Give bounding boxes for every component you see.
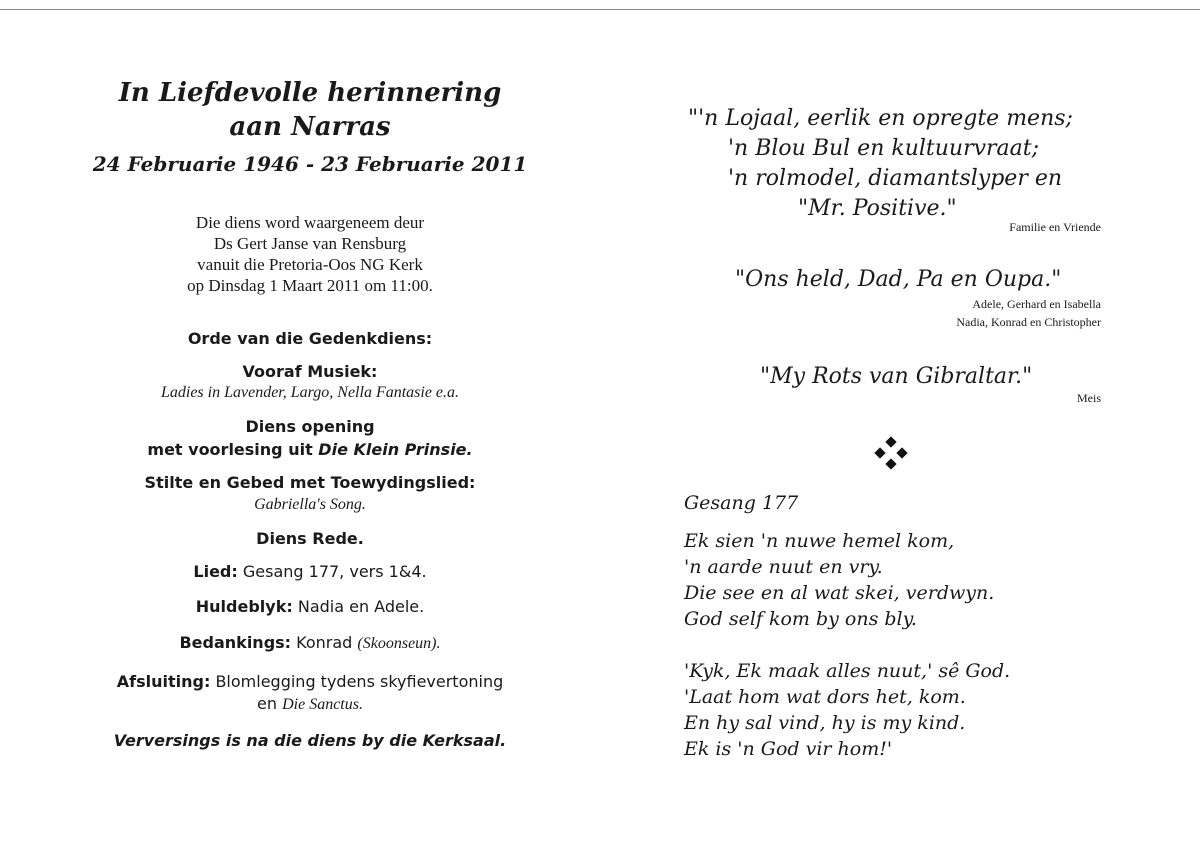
bedank-italic: (Skoonseun). — [357, 635, 441, 652]
verse-line: Ek is 'n God vir hom!' — [684, 738, 893, 760]
verse-line: 'n aarde nuut en vry. — [684, 556, 883, 578]
quote-2: "Ons held, Dad, Pa en Oupa." — [735, 267, 1062, 292]
diamond-ornament-icon — [876, 438, 906, 468]
title-line-2: aan Narras — [229, 112, 391, 142]
top-rule — [0, 9, 1200, 10]
verse-line: Ek sien 'n nuwe hemel kom, — [684, 530, 955, 552]
hymn-verse-1 — [684, 528, 1164, 632]
service-line: op Dinsdag 1 Maart 2011 om 11:00. — [187, 276, 433, 295]
quote-3-attribution: Meis — [1077, 391, 1101, 405]
quote-1-line: "'n Lojaal, eerlik en opregte mens; — [688, 106, 1073, 131]
opening-reading — [60, 440, 560, 459]
opening-reading-book: Die Klein Prinsie. — [318, 440, 473, 459]
order-heading: Orde van die Gedenkdiens: — [187, 329, 433, 348]
verse-line: 'Kyk, Ek maak alles nuut,' sê God. — [684, 660, 1011, 682]
opening-heading: Diens opening — [245, 417, 375, 436]
vooraf-music: Ladies in Lavender, Largo, Nella Fantasie e.a. — [160, 384, 460, 401]
afsluiting-label: Afsluiting: — [116, 672, 211, 691]
verse-line: Die see en al wat skei, verdwyn. — [684, 582, 995, 604]
life-dates: 24 Februarie 1946 - 23 Februarie 2011 — [92, 152, 528, 176]
lied-text: Gesang 177, vers 1&4. — [242, 562, 427, 581]
lied-row — [60, 562, 560, 581]
afsluiting-row-2 — [60, 694, 560, 714]
afsluiting-line2-prefix: en — [257, 694, 283, 713]
afsluiting-line2-italic: Die Sanctus. — [282, 696, 363, 713]
quote-3: "My Rots van Gibraltar." — [760, 364, 1033, 389]
opening-reading-prefix: met voorlesing uit — [147, 440, 319, 459]
verse-line: En hy sal vind, hy is my kind. — [684, 712, 966, 734]
lied-label: Lied: — [193, 562, 238, 581]
hymn-verse-2 — [684, 658, 1164, 762]
hymn-title: Gesang 177 — [684, 492, 799, 514]
service-line: Die diens word waargeneem deur — [195, 213, 425, 232]
bedank-row — [60, 633, 560, 653]
service-line: Ds Gert Janse van Rensburg — [213, 234, 407, 253]
quote-1-line: 'n Blou Bul en kultuurvraat; — [728, 136, 1040, 161]
verse-line: God self kom by ons bly. — [684, 608, 917, 630]
quote-2-attribution-1: Adele, Gerhard en Isabella — [972, 297, 1101, 311]
afsluiting-row — [60, 672, 560, 691]
quote-1-line: "Mr. Positive." — [798, 196, 957, 221]
quote-1-line: 'n rolmodel, diamantslyper en — [728, 166, 1063, 191]
memorial-title — [60, 76, 560, 144]
hulde-row — [60, 597, 560, 616]
afsluiting-text: Blomlegging tydens skyfievertoning — [215, 672, 504, 691]
quote-1 — [688, 104, 1148, 224]
service-line: vanuit die Pretoria-Oos NG Kerk — [197, 255, 423, 274]
closing-note: Verversings is na die diens by die Kerksaal. — [113, 731, 507, 750]
service-details — [60, 212, 560, 296]
quote-1-attribution: Familie en Vriende — [1009, 220, 1101, 234]
hulde-label: Huldeblyk: — [195, 597, 293, 616]
verse-line: 'Laat hom wat dors het, kom. — [684, 686, 966, 708]
rede-heading: Diens Rede. — [256, 529, 364, 548]
hulde-text: Nadia en Adele. — [297, 597, 425, 616]
title-line-1: In Liefdevolle herinnering — [118, 78, 502, 108]
stilte-heading: Stilte en Gebed met Toewydingslied: — [144, 473, 476, 492]
bedank-text: Konrad — [296, 633, 353, 652]
stilte-song: Gabriella's Song. — [254, 496, 366, 513]
bedank-label: Bedankings: — [179, 633, 292, 652]
quote-2-attribution-2: Nadia, Konrad en Christopher — [956, 315, 1101, 329]
vooraf-heading: Vooraf Musiek: — [242, 362, 378, 381]
